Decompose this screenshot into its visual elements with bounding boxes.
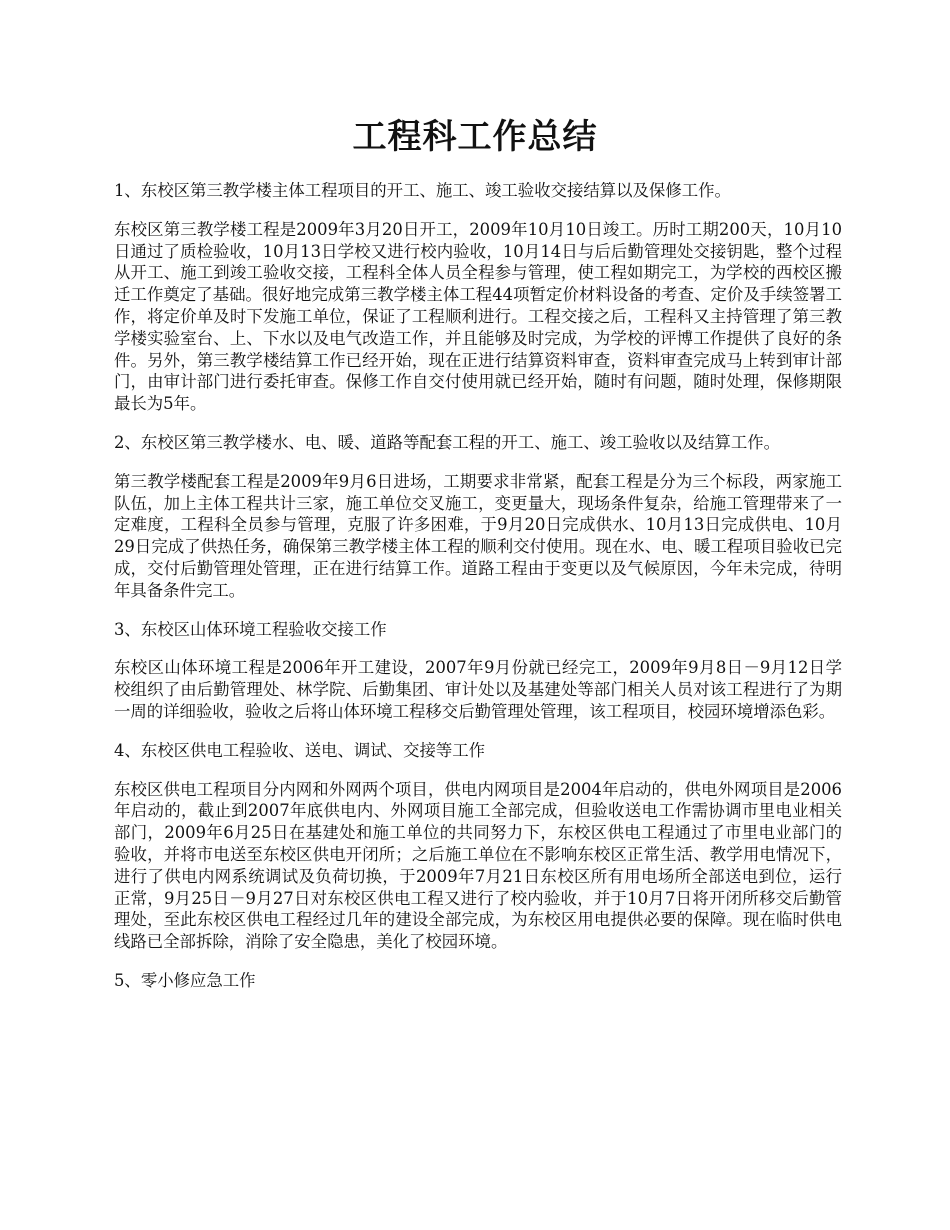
- section-body-3: 东校区山体环境工程是2006年开工建设，2007年9月份就已经完工，2009年9月8日－9月12日学校组织了由后勤管理处、林学院、后勤集团、审计处以及基建处等部门相关人员对该工程进行了为期一周的详细验收，验收之后将山体环境工程移交后勤管理处管理，该工程项目，校园环境增添色彩。: [114, 658, 842, 721]
- section-heading-2: 2、东校区第三教学楼水、电、暖、道路等配套工程的开工、施工、竣工验收以及结算工作。: [114, 432, 781, 452]
- section-heading-4: 4、东校区供电工程验收、送电、调试、交接等工作: [114, 740, 486, 760]
- section-heading-1: 1、东校区第三教学楼主体工程项目的开工、施工、竣工验收交接结算以及保修工作。: [114, 181, 731, 200]
- section-body-1: 东校区第三教学楼工程是2009年3月20日开工，2009年10月10日竣工。历时工期200天，10月10日通过了质检验收，10月13日学校又进行校内验收，10月14日与后后勤管理处交接钥匙，整个过程从开工、施工到竣工验收交接，工程科全体人员全程参与管理，使工程如期完工，为学校的西校区搬迁工作奠定了基础。很好地完成第三教学楼主体工程44项暂定价材料设备的考查、定价及手续签署工作，将定价单及时下发施工单位，保证了工程顺利进行。工程交接之后，工程科又主持管理了第三教学楼实验室台、上、下水以及电气改造工作，并且能够及时完成，为学校的评博工作提供了良好的条件。另外，第三教学楼结算工作已经开始，现在正进行结算资料审查，资料审查完成马上转到审计部门，由审计部门进行委托审查。保修工作自交付使用就已经开始，随时有问题，随时处理，保修期限最长为5年。: [114, 219, 842, 414]
- section-body-2: 第三教学楼配套工程是2009年9月6日进场，工期要求非常紧，配套工程是分为三个标段，两家施工队伍，加上主体工程共计三家，施工单位交叉施工，变更量大，现场条件复杂，给施工管理带来了一定难度，工程科全员参与管理，克服了许多困难，于9月20日完成供水、10月13日完成供电、10月29日完成了供热任务，确保第三教学楼主体工程的顺利交付使用。现在水、电、暖工程项目验收已完成，交付后勤管理处管理，正在进行结算工作。道路工程由于变更以及气候原因，今年未完成，待明年具备条件完工。: [114, 471, 842, 600]
- page-title: 工程科工作总结: [352, 117, 598, 157]
- section-heading-3: 3、东校区山体环境工程验收交接工作: [114, 619, 387, 639]
- document-body: [114, 180, 842, 1009]
- section-heading-5: 5、零小修应急工作: [114, 970, 256, 990]
- section-body-4: 东校区供电工程项目分内网和外网两个项目，供电内网项目是2004年启动的，供电外网项目是2006年启动的，截止到2007年底供电内、外网项目施工全部完成，但验收送电工作需协调市里电业相关部门，2009年6月25日在基建处和施工单位的共同努力下，东校区供电工程通过了市里电业部门的验收，并将市电送至东校区供电开闭所；之后施工单位在不影响东校区正常生活、教学用电情况下，进行了供电内网系统调试及负荷切换，于2009年7月21日东校区所有用电场所全部送电到位，运行正常，9月25日－9月27日对东校区供电工程又进行了校内验收，并于10月7日将开闭所移交后勤管理处，至此东校区供电工程经过几年的建设全部完成，为东校区用电提供必要的保障。现在临时供电线路已全部拆除，消除了安全隐患，美化了校园环境。: [114, 779, 842, 952]
